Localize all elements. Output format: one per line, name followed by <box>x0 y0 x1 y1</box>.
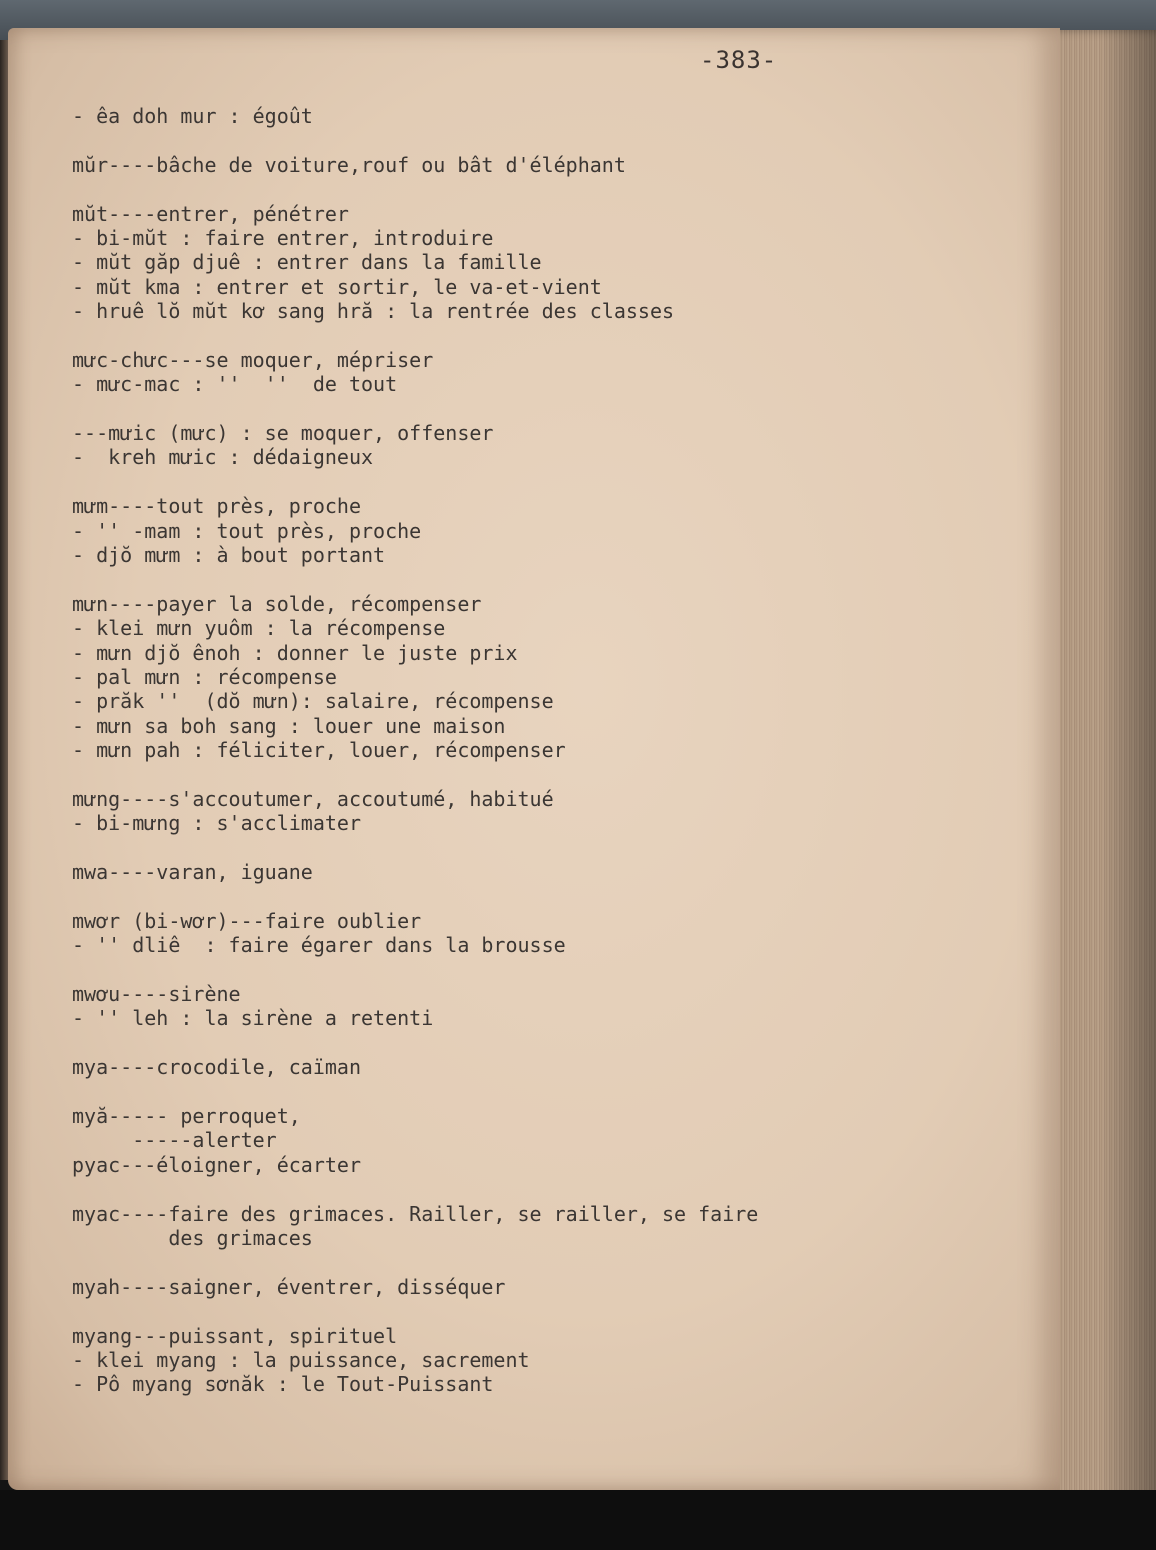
blank-line <box>72 1177 972 1201</box>
text-line: mưng----s'accoutumer, accoutumé, habitué <box>72 786 554 811</box>
text-line: mya----crocodile, caïman <box>72 1055 361 1080</box>
blank-line <box>72 470 972 494</box>
text-line: mưn----payer la solde, récompenser <box>72 591 482 616</box>
text-line: - kreh mưic : dédaigneux <box>72 445 374 470</box>
text-line: mŭt----entrer, pénétrer <box>72 201 349 226</box>
blank-line <box>72 1080 972 1104</box>
text-line: - pal mưn : récompense <box>72 664 337 689</box>
text-line: - êa doh mur : égoût <box>72 104 313 128</box>
page-number: -383- <box>700 46 778 74</box>
text-line: - bi-mưng : s'acclimater <box>72 811 361 836</box>
text-line: - mưn pah : féliciter, louer, récompenser <box>72 738 566 763</box>
text-line: - bi-mŭt : faire entrer, introduire <box>72 225 494 250</box>
text-line: - djŏ mưm : à bout portant <box>72 543 386 568</box>
text-line: - '' leh : la sirène a retenti <box>72 1006 434 1031</box>
table-surface <box>0 1490 1156 1550</box>
dictionary-text <box>72 104 972 1397</box>
text-line: mwa----varan, iguane <box>72 860 313 885</box>
text-line: mwơu----sirène <box>72 982 241 1007</box>
blank-line <box>72 1299 972 1323</box>
text-line: des grimaces <box>72 1225 313 1250</box>
text-line: - '' -mam : tout près, proche <box>72 518 422 543</box>
blank-line <box>72 1031 972 1055</box>
text-line: myang---puissant, spirituel <box>72 1323 398 1348</box>
blank-line <box>72 958 972 982</box>
text-line: - mŭt găp djuê : entrer dans la famille <box>72 250 542 275</box>
text-line: myac----faire des grimaces. Railler, se railler, se faire <box>72 1201 759 1226</box>
text-line: pyac---éloigner, écarter <box>72 1152 361 1177</box>
text-line: - klei myang : la puissance, sacrement <box>72 1347 530 1372</box>
text-line: myah----saigner, éventrer, disséquer <box>72 1274 506 1299</box>
text-line: - klei mưn yuôm : la récompense <box>72 616 446 641</box>
text-line: myă----- perroquet, <box>72 1104 301 1129</box>
text-line: - mưn sa boh sang : louer une maison <box>72 713 506 738</box>
text-line: - mưn djŏ ênoh : donner le juste prix <box>72 640 518 665</box>
text-line: -----alerter <box>72 1128 277 1153</box>
blank-line <box>72 836 972 860</box>
blank-line <box>72 324 972 348</box>
text-line: mưm----tout près, proche <box>72 494 361 519</box>
blank-line <box>72 1250 972 1274</box>
text-line: mưc-chưc---se moquer, mépriser <box>72 347 434 372</box>
text-line: - '' dliê : faire égarer dans la brousse <box>72 933 566 958</box>
blank-line <box>72 567 972 591</box>
blank-line <box>72 885 972 909</box>
text-line: - hruê lŏ mŭt kơ sang hră : la rentrée des classes <box>72 299 675 324</box>
text-line: - Pô myang sơnăk : le Tout-Puissant <box>72 1372 494 1397</box>
blank-line <box>72 397 972 421</box>
text-line: mŭr----bâche de voiture,rouf ou bât d'éléphant <box>72 152 626 177</box>
text-line: mwơr (bi-wơr)---faire oublier <box>72 908 422 933</box>
blank-line <box>72 763 972 787</box>
text-line: - mŭt kma : entrer et sortir, le va-et-vient <box>72 274 602 299</box>
blank-line <box>72 177 972 201</box>
edges-shadow <box>1100 30 1156 1500</box>
blank-line <box>72 128 972 152</box>
text-line: ---mưic (mưc) : se moquer, offenser <box>72 421 494 446</box>
text-line: - mưc-mac : '' '' de tout <box>72 372 398 397</box>
text-line: - prăk '' (dŏ mưn): salaire, récompense <box>72 689 554 714</box>
